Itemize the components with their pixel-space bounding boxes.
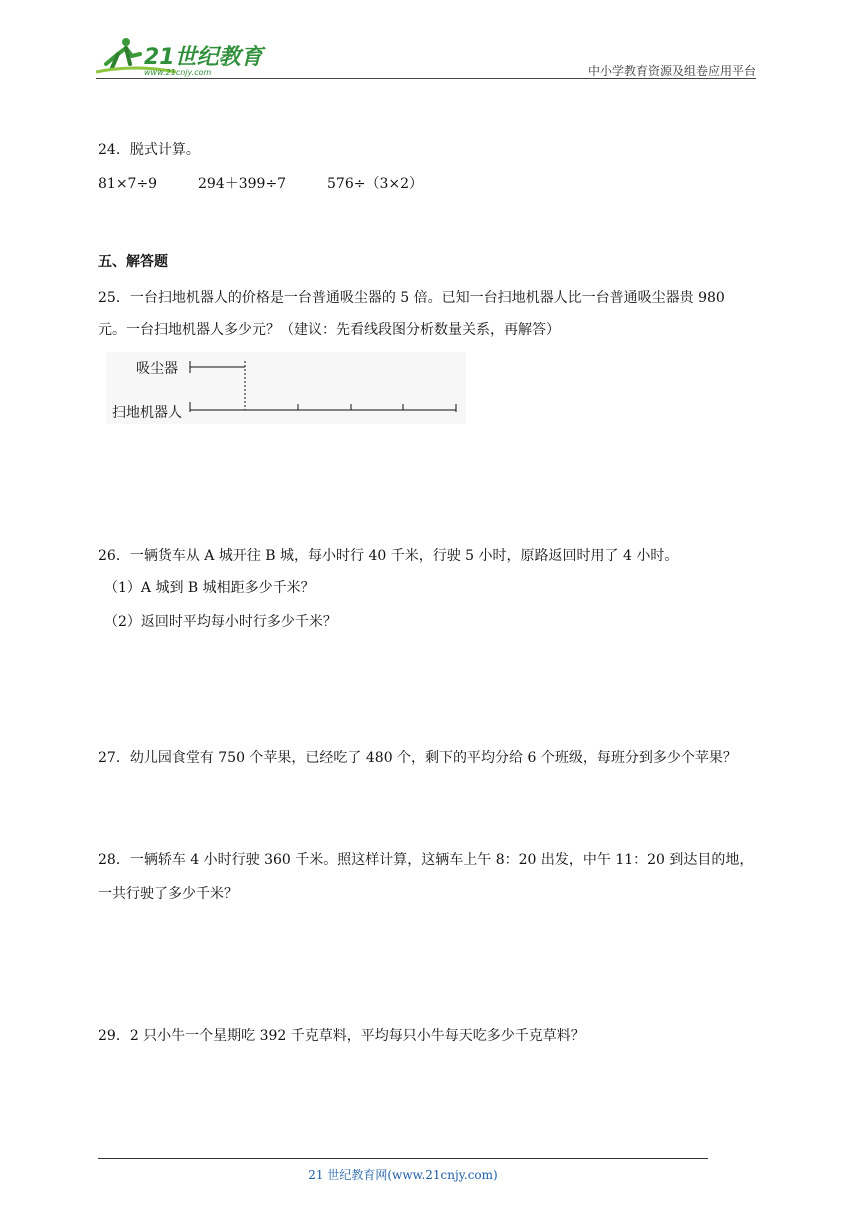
segment-diagram [106, 352, 466, 424]
footer-divider [98, 1158, 708, 1159]
q24-expr-3: 576÷（3×2） [327, 176, 423, 192]
q26-sub-1: （1）A 城到 B 城相距多少千米？ [104, 580, 315, 596]
q27-line-1: 27．幼儿园食堂有 750 个苹果，已经吃了 480 个，剩下的平均分给 6 个班级，每班分到多少个苹果？ [98, 750, 737, 766]
runner-logo-icon [96, 34, 266, 78]
diagram-label-vacuum: 吸尘器 [136, 361, 178, 377]
section-title: 五、解答题 [98, 254, 168, 270]
q25-line-2: 元。一台扫地机器人多少元？（建议：先看线段图分析数量关系，再解答） [98, 322, 560, 338]
q24-expressions [98, 174, 423, 194]
logo-url-text: www.21cnjy.com [144, 68, 212, 77]
footer-text[interactable]: 21 世纪教育网(www.21cnjy.com) [308, 1168, 498, 1182]
q26-line-1: 26．一辆货车从 A 城开往 B 城，每小时行 40 千米，行驶 5 小时，原路返回时用了 4 小时。 [98, 548, 679, 564]
q26-sub-2: （2）返回时平均每小时行多少千米？ [104, 614, 337, 630]
q25-line-1: 25．一台扫地机器人的价格是一台普通吸尘器的 5 倍。已知一台扫地机器人比一台普通吸尘器贵 980 [98, 290, 725, 306]
q28-line-2: 一共行驶了多少千米？ [98, 886, 238, 902]
header-platform-text: 中小学教育资源及组卷应用平台 [587, 64, 756, 78]
q24-expr-1: 81×7÷9 [98, 176, 158, 192]
logo-text: 21世纪教育 [144, 45, 263, 70]
header-divider [96, 78, 756, 79]
segment-lines [106, 352, 466, 424]
site-logo [96, 34, 266, 78]
q28-line-1: 28．一辆轿车 4 小时行驶 360 千米。照这样计算，这辆车上午 8：20 出发，中午 11：20 到达目的地， [98, 852, 754, 868]
q29-line-1: 29．2 只小牛一个星期吃 392 千克草料，平均每只小牛每天吃多少千克草料？ [98, 1028, 585, 1044]
q24-expr-2: 294＋399÷7 [198, 176, 287, 192]
diagram-label-robot: 扫地机器人 [112, 405, 182, 421]
q24-title: 24．脱式计算。 [98, 142, 200, 158]
